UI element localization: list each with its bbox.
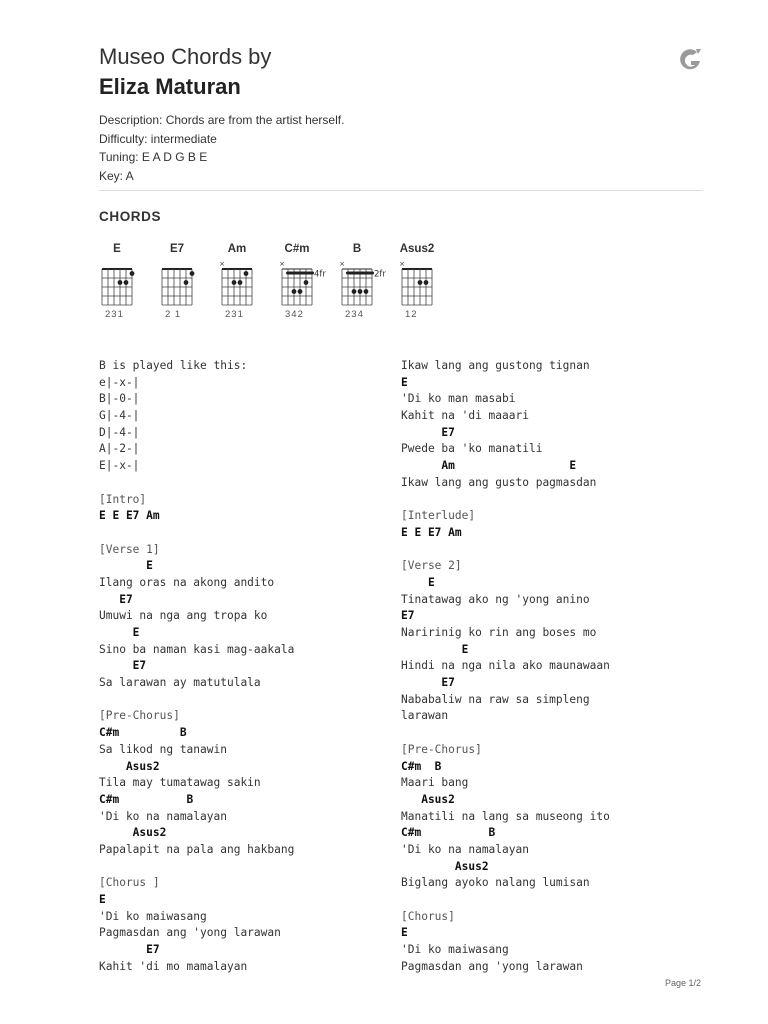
finger-dot bbox=[124, 280, 129, 285]
fret-position-label: 2fr bbox=[374, 269, 386, 280]
chord-line[interactable]: E bbox=[401, 375, 408, 389]
lyric-line: Pagmasdan ang 'yong larawan bbox=[99, 926, 281, 940]
chord-line[interactable]: E7 bbox=[99, 943, 160, 957]
blank-line bbox=[401, 492, 610, 509]
chord-diagram-e[interactable] bbox=[96, 243, 146, 323]
chord-diagram-name: E7 bbox=[169, 243, 185, 255]
section-tag: [Verse 2] bbox=[401, 559, 462, 573]
chord-line[interactable]: E7 bbox=[401, 425, 455, 439]
finger-dot bbox=[292, 289, 297, 294]
chord-line[interactable]: E bbox=[99, 559, 153, 573]
lyric-line: Pagmasdan ang 'yong larawan bbox=[401, 959, 583, 973]
lyric-line: Kahit 'di mo mamalayan bbox=[99, 959, 248, 973]
chord-diagram-csharpm[interactable] bbox=[276, 243, 326, 323]
lyric-line: Ikaw lang ang gusto pagmasdan bbox=[401, 475, 597, 489]
finger-dot bbox=[118, 280, 123, 285]
finger-dot bbox=[232, 280, 237, 285]
chord-diagram-e7[interactable] bbox=[156, 243, 206, 323]
blank-line bbox=[401, 542, 610, 559]
finger-numbers: 231 bbox=[225, 309, 244, 320]
fretboard bbox=[276, 257, 326, 309]
chord-line[interactable]: E bbox=[99, 893, 106, 906]
lyric-line: D|-4-| bbox=[99, 425, 140, 439]
chord-line[interactable]: E bbox=[401, 575, 435, 589]
chord-diagram-name: Asus2 bbox=[399, 243, 435, 255]
artist-name[interactable]: Eliza Maturan bbox=[99, 74, 241, 99]
blank-line bbox=[401, 725, 610, 742]
lyric-line: 'Di ko maiwasang bbox=[99, 909, 207, 923]
barre-mark bbox=[286, 272, 314, 275]
chord-line[interactable]: C#m B bbox=[99, 792, 194, 806]
section-tag: [Chorus] bbox=[401, 909, 455, 923]
finger-numbers: 234 bbox=[345, 309, 364, 320]
section-tag: [Pre-Chorus] bbox=[99, 709, 180, 723]
song-title: Museo Chords by bbox=[99, 44, 272, 69]
chord-line[interactable]: C#m B bbox=[401, 759, 442, 773]
chords-heading: CHORDS bbox=[99, 209, 162, 224]
blank-line bbox=[99, 475, 294, 492]
lyric-line: Naririnig ko rin ang boses mo bbox=[401, 626, 597, 639]
sheet-right-column bbox=[401, 358, 610, 975]
finger-dot bbox=[190, 271, 195, 276]
section-tag: [Verse 1] bbox=[99, 542, 160, 556]
barre-mark bbox=[346, 272, 374, 275]
lyric-line: Umuwi na nga ang tropa ko bbox=[99, 609, 268, 623]
tuning-text: Tuning: E A D G B E bbox=[99, 150, 208, 164]
sheet-left-column bbox=[99, 358, 294, 975]
finger-dot bbox=[358, 289, 363, 294]
lyric-line: Sino ba naman kasi mag-aakala bbox=[99, 642, 295, 656]
chord-line[interactable]: E bbox=[401, 926, 408, 940]
difficulty-text: Difficulty: intermediate bbox=[99, 131, 217, 146]
chord-line[interactable]: Asus2 bbox=[401, 859, 489, 873]
lyric-line: Nababaliw na raw sa simpleng bbox=[401, 692, 590, 706]
finger-numbers: 12 bbox=[405, 309, 418, 320]
lyric-line: larawan bbox=[401, 709, 449, 723]
chord-diagram-asus2[interactable] bbox=[396, 243, 446, 323]
fretboard bbox=[216, 257, 266, 309]
section-tag: [Pre-Chorus] bbox=[401, 742, 482, 756]
lyric-line: 'Di ko na namalayan bbox=[99, 809, 227, 823]
muted-string-mark: × bbox=[339, 260, 345, 268]
lyric-line: A|-2-| bbox=[99, 442, 140, 456]
chord-diagram-name: E bbox=[113, 243, 121, 255]
lyric-line: Kahit na 'di maaari bbox=[401, 409, 529, 423]
blank-line bbox=[99, 525, 294, 542]
finger-numbers: 231 bbox=[105, 309, 124, 320]
chord-line[interactable]: C#m B bbox=[99, 726, 187, 740]
lyric-line: Maari bang bbox=[401, 776, 469, 790]
lyric-line: B is played like this: bbox=[99, 359, 248, 372]
section-tag: [Interlude] bbox=[401, 509, 476, 523]
lyric-line: Biglang ayoko nalang lumisan bbox=[401, 876, 590, 890]
chord-line[interactable]: E7 bbox=[99, 592, 133, 606]
lyric-line: Ikaw lang ang gustong tignan bbox=[401, 359, 590, 372]
section-tag: [Chorus ] bbox=[99, 876, 160, 890]
chord-diagram-name: B bbox=[352, 243, 362, 255]
page-number: Page 1/2 bbox=[665, 978, 702, 988]
lyric-line: Tila may tumatawag sakin bbox=[99, 776, 261, 790]
fretboard bbox=[336, 257, 386, 309]
blank-line bbox=[99, 692, 294, 709]
finger-dot bbox=[244, 271, 249, 276]
finger-dot bbox=[298, 289, 303, 294]
chord-diagram-am[interactable] bbox=[216, 243, 266, 323]
lyric-line: G|-4-| bbox=[99, 409, 140, 423]
lyric-line: 'Di ko maiwasang bbox=[401, 943, 509, 957]
chord-diagram-name: C#m bbox=[284, 243, 310, 255]
lyric-line: e|-x-| bbox=[99, 375, 140, 389]
chord-line[interactable]: E7 bbox=[401, 676, 455, 690]
chord-line[interactable]: Asus2 bbox=[99, 759, 160, 773]
lyric-line: Sa larawan ay matutulala bbox=[99, 676, 261, 690]
key-text: Key: A bbox=[99, 168, 134, 183]
finger-dot bbox=[238, 280, 243, 285]
chord-line[interactable]: C#m B bbox=[401, 826, 496, 840]
chord-diagram-b[interactable] bbox=[336, 243, 386, 323]
muted-string-mark: × bbox=[279, 260, 285, 268]
blank-line bbox=[401, 892, 610, 909]
muted-string-mark: × bbox=[399, 260, 405, 268]
lyric-line: Sa likod ng tanawin bbox=[99, 742, 227, 756]
fretboard bbox=[96, 257, 146, 309]
lyric-line: E|-x-| bbox=[99, 459, 140, 473]
lyric-line: Pwede ba 'ko manatili bbox=[401, 442, 543, 456]
chord-diagram-name: Am bbox=[227, 243, 247, 255]
description-text: Description: Chords are from the artist herself. bbox=[99, 113, 345, 127]
fretboard bbox=[156, 257, 206, 309]
lyric-line: 'Di ko man masabi bbox=[401, 392, 516, 406]
chord-line[interactable]: E E E7 Am bbox=[401, 525, 462, 539]
lyric-line: Papalapit na pala ang hakbang bbox=[99, 842, 295, 856]
chord-line[interactable]: E7 bbox=[99, 659, 147, 673]
lyric-line: Tinatawag ako ng 'yong anino bbox=[401, 592, 590, 606]
fretboard bbox=[396, 257, 446, 309]
song-meta bbox=[99, 111, 344, 185]
divider bbox=[99, 190, 703, 191]
finger-numbers: 2 1 bbox=[165, 309, 182, 320]
lyric-line: B|-0-| bbox=[99, 392, 140, 406]
finger-dot bbox=[352, 289, 357, 294]
section-tag: [Intro] bbox=[99, 492, 147, 506]
lyric-line: Manatili na lang sa museong ito bbox=[401, 809, 610, 823]
finger-dot bbox=[130, 271, 135, 276]
blank-line bbox=[99, 859, 294, 876]
chord-line[interactable]: E bbox=[401, 642, 469, 656]
finger-dot bbox=[418, 280, 423, 285]
finger-numbers: 342 bbox=[285, 309, 304, 320]
finger-dot bbox=[184, 280, 189, 285]
lyric-line: Hindi na nga nila ako maunawaan bbox=[401, 659, 610, 673]
finger-dot bbox=[364, 289, 369, 294]
lyric-line: Ilang oras na akong andito bbox=[99, 575, 275, 589]
ultimate-guitar-logo-icon[interactable] bbox=[676, 46, 704, 74]
chord-line[interactable]: E bbox=[99, 626, 140, 639]
finger-dot bbox=[424, 280, 429, 285]
lyric-line: 'Di ko na namalayan bbox=[401, 842, 529, 856]
chord-line[interactable]: Asus2 bbox=[99, 826, 167, 840]
chord-line[interactable]: Am E bbox=[401, 459, 577, 473]
chord-line[interactable]: E E E7 Am bbox=[99, 509, 160, 523]
muted-string-mark: × bbox=[219, 260, 225, 268]
chord-line[interactable]: E7 bbox=[401, 609, 415, 623]
fret-position-label: 4fr bbox=[314, 269, 326, 280]
finger-dot bbox=[304, 280, 309, 285]
chord-line[interactable]: Asus2 bbox=[401, 792, 455, 806]
